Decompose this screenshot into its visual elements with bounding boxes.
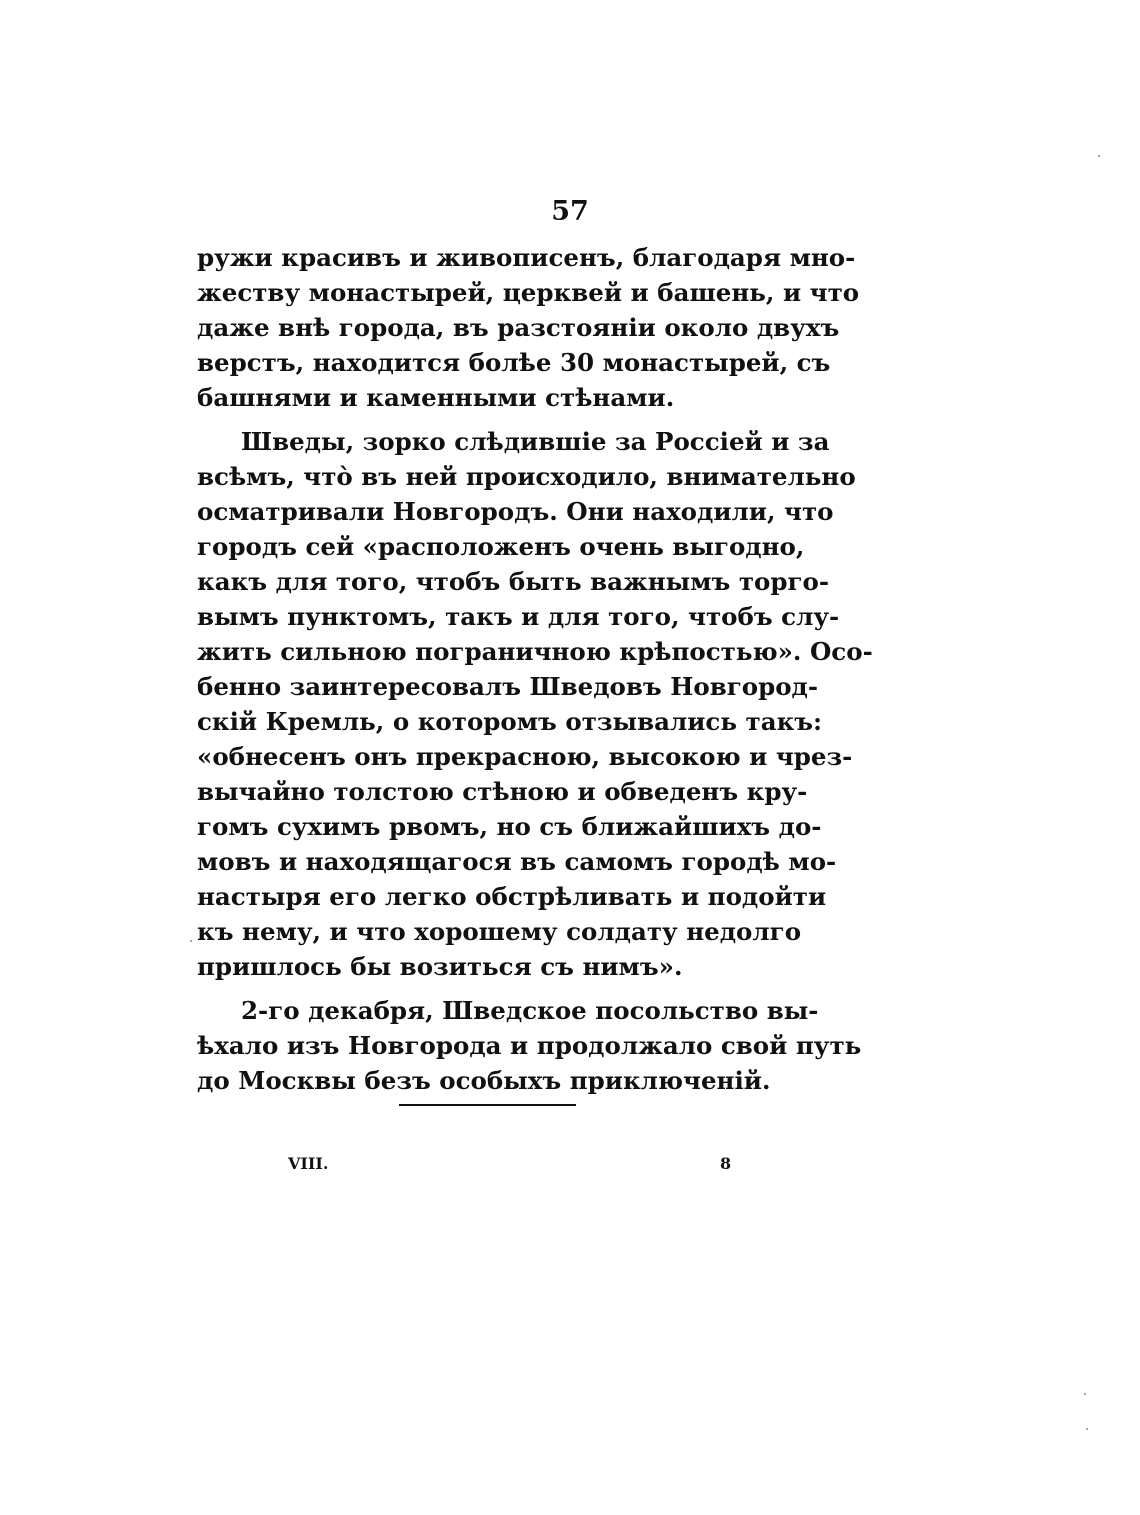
paper-speck bbox=[190, 940, 192, 942]
page-number: 57 bbox=[551, 196, 589, 227]
paper-speck bbox=[1084, 1393, 1086, 1395]
section-rule bbox=[399, 1104, 576, 1106]
text-line: скій Кремль, о которомъ отзывались такъ: bbox=[197, 707, 823, 736]
paper-speck bbox=[1098, 155, 1100, 157]
text-line: осматривали Новгородъ. Они находили, что bbox=[197, 497, 834, 526]
signature-mark-volume: VIII. bbox=[288, 1154, 329, 1173]
text-line: всѣмъ, что̀ въ ней происходило, внимательно bbox=[197, 462, 856, 491]
signature-mark-sheet: 8 bbox=[720, 1154, 732, 1173]
text-line: до Москвы безъ особыхъ приключеній. bbox=[197, 1066, 771, 1095]
text-line: ружи красивъ и живописенъ, благодаря мно- bbox=[197, 243, 856, 272]
paragraph-gap bbox=[197, 415, 775, 424]
text-line: башнями и каменными стѣнами. bbox=[197, 383, 675, 412]
paper-speck bbox=[1086, 1428, 1088, 1430]
paragraph bbox=[197, 424, 873, 984]
text-line: жить сильною пограничною крѣпостью». Осо- bbox=[197, 637, 873, 666]
text-line: даже внѣ города, въ разстояніи около двухъ bbox=[197, 313, 840, 342]
body-text bbox=[197, 240, 873, 1098]
text-line: мовъ и находящагося въ самомъ городѣ мо- bbox=[197, 847, 837, 876]
text-line: 2-го декабря, Шведское посольство вы- bbox=[241, 996, 819, 1025]
paragraph-gap bbox=[197, 984, 775, 993]
text-line: Шведы, зорко слѣдившіе за Россіей и за bbox=[241, 427, 830, 456]
paragraph bbox=[197, 993, 862, 1098]
text-line: бенно заинтересовалъ Шведовъ Новгород- bbox=[197, 672, 819, 701]
text-line: вымъ пунктомъ, такъ и для того, чтобъ слу- bbox=[197, 602, 840, 631]
text-line: жеству монастырей, церквей и башень, и что bbox=[197, 278, 860, 307]
text-line: ѣхало изъ Новгорода и продолжало свой путь bbox=[197, 1031, 862, 1060]
text-line: гомъ сухимъ рвомъ, но съ ближайшихъ до- bbox=[197, 812, 822, 841]
paragraph bbox=[197, 240, 860, 415]
text-line: вычайно толстою стѣною и обведенъ кру- bbox=[197, 777, 808, 806]
text-line: какъ для того, чтобъ быть важнымъ торго- bbox=[197, 567, 830, 596]
text-line: городъ сей «расположенъ очень выгодно, bbox=[197, 532, 805, 561]
text-line: пришлось бы возиться съ нимъ». bbox=[197, 952, 683, 981]
text-line: «обнесенъ онъ прекрасною, высокою и чрез- bbox=[197, 742, 853, 771]
text-line: къ нему, и что хорошему солдату недолго bbox=[197, 917, 802, 946]
text-line: настыря его легко обстрѣливать и подойти bbox=[197, 882, 827, 911]
text-line: верстъ, находится болѣе 30 монастырей, съ bbox=[197, 348, 831, 377]
